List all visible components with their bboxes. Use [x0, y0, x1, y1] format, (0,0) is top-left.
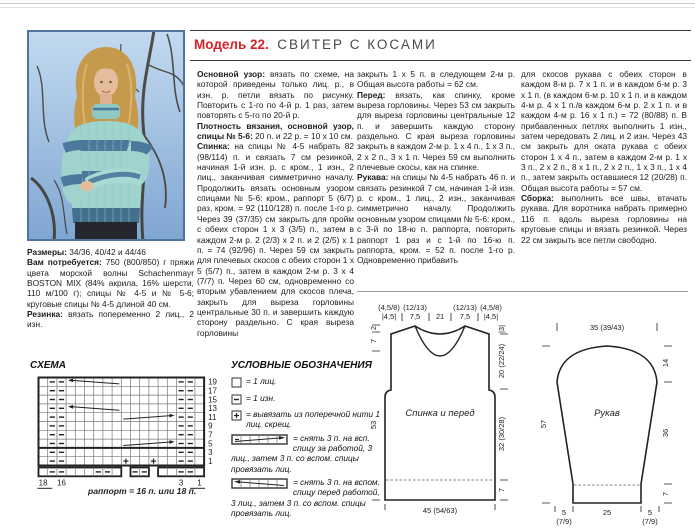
- page-edge-line-2: [0, 7, 695, 8]
- measure: |4,5|: [483, 312, 499, 321]
- legend-text: = вывязать из поперечной нити 1 лиц. скрещ.: [246, 409, 381, 430]
- model-photo: [27, 30, 185, 241]
- measure: |3|: [497, 324, 506, 334]
- diagram-sleeve: [539, 323, 672, 526]
- materials-block: [27, 247, 194, 330]
- measure: 7,5: [409, 312, 421, 321]
- para-text: 20 п. и 22 р. = 10 х 10 см.: [255, 131, 353, 142]
- measure: 20 (22/24): [497, 343, 506, 379]
- knit-stitch-icon: [231, 377, 242, 388]
- para-lead: Резинка:: [27, 309, 63, 320]
- measure: (4,5/8): [480, 303, 502, 312]
- para-text: выполнить все швы, втачать рукава. Для воротника набрать примерно 116 п. вдоль выреза горловины на круговые спицы и вязать резинкой. Через 22 см закрыть все петли свободно.: [521, 193, 687, 245]
- paragraph: [357, 172, 515, 265]
- measure: 5: [561, 508, 567, 517]
- paragraph: [27, 309, 194, 330]
- measure: 7: [497, 487, 506, 493]
- purl-stitch-icon: [231, 394, 242, 405]
- para-text: на спицы № 4-5 набрать 82 (98/114) п. и связать 7 см резинкой, начиная 1-й изн. р. с кром., 1 изн., 2 лиц., заканчивая симметрично началу. Продолжить вязать основным узором спицами № 5-6: кром., раппорт 5 (6/7) раз, кром. = 92 (110/128) п. после 1-го р. Через 39 (37/35) см закрыть для пройм с обеих сторон 1 х 3 (3/5) п., затем в каждом 2-м р. 2 (2/3) х 2 п. и 2 (2/5) х 1 п. = 74 (92/96) п. Через 59 см закрыть для плечевых скосов с обеих сторон 1 х 5 (5/7) п., затем в каждом 2-м р. 3 х 4 (7/7) п. Через 60 см, одновременно со вторым убавлением для скосов плеча, закрыть для выреза горловины центральные 30 п. и завершить каждую сторону раздельно. С края выреза горловины: [197, 141, 354, 338]
- model-number: Модель 22.: [194, 37, 269, 52]
- svg-text:7: 7: [208, 430, 213, 440]
- measure: 7: [369, 338, 378, 344]
- instructions-column-2: [357, 69, 515, 266]
- paragraph: [27, 257, 194, 309]
- measure: (7/9): [556, 517, 572, 526]
- para-text: для скосов рукава с обеих сторон в каждом 8-м р. 7 х 1 п. и в каждом 6-м р. 3 х 1 п. (в каждом 6-м р. 10 х 1 п. и в каждом 4-м р. 4 х 1 п./в каждом 6-м р. 2 х 1 п. и в каждом 4-м р. 16 х 1 п.) = 72 (80/88) п. В прибавленных петлях выполнить 1 изн., затем чередовать 2 лиц. и 2 изн. Через 43 см закрыть для оката рукава с обеих сторон 1 х 4 п., затем в каждом 2-м р. 1 х 3 п., 2 х 2 п., 8 х 1 п., 2 х 2 п., 1 х 3 п., 1 х 4 п., затем закрыть оставшиеся 12 (20/28) п. Общая высота работы = 57 см.: [521, 69, 687, 193]
- schema-caption: раппорт = 16 п. или 18 п.: [88, 486, 197, 496]
- measure: |4,5|: [381, 312, 397, 321]
- paragraph: [357, 90, 515, 173]
- legend-heading: УСЛОВНЫЕ ОБОЗНАЧЕНИЯ: [231, 360, 372, 371]
- legend-text: = 1 изн.: [246, 392, 276, 403]
- make-one-crossed-icon: [231, 410, 242, 421]
- measure: (4,5/8): [378, 303, 400, 312]
- svg-text:9: 9: [208, 421, 213, 431]
- measure: 32 (30/28): [497, 416, 506, 452]
- legend-text: = снять 3 п. на всп. спицу за работой, 3 лиц., затем 3 п. со вспом. спицы провязать лиц.: [231, 432, 373, 474]
- garment-diagrams: [345, 298, 695, 529]
- measure: 45 (54/63): [422, 506, 458, 515]
- measure: 57: [539, 419, 548, 429]
- schema-heading: СХЕМА: [30, 360, 66, 371]
- para-lead: Спинка:: [197, 141, 230, 152]
- svg-text:1: 1: [197, 478, 202, 488]
- cable-6-front-icon: [231, 478, 289, 489]
- para-text: 34/36, 40/42 и 44/46: [69, 247, 146, 257]
- body-label: Спинка и перед: [405, 408, 475, 419]
- measure: 7: [661, 491, 670, 497]
- svg-text:3: 3: [178, 478, 184, 488]
- para-lead: Сборка:: [521, 193, 554, 204]
- para-text: закрыть 1 х 5 п. в следующем 2-м р. Общая высота работы = 62 см.: [357, 69, 515, 90]
- paragraph: [197, 69, 354, 121]
- para-text: вязать по схеме, на которой приведены только лиц. р., в изн. р. петли вязать по рисунку. Повторить с 1-го по 4-й р. 1 раз, затем повторять с 5-го по 20-й р.: [197, 69, 354, 121]
- para-text: 750 (800/850) г пряжи цвета морской волны Schachenmayr BOSTON MIX (84% акрила, 16% шерсти, 110 м/100 г); спицы № 4-5 и № 5-6; круговые спицы № 4-5 длиной 40 см.: [27, 257, 194, 309]
- instructions-column-3: [521, 69, 687, 245]
- para-text: на спицы № 4-5 набрать 46 п. и связать резинкой 7 см, начиная 1-й изн. р. с кром., 1 лиц., 2 изн., заканчивая симметрично началу. Продолжить основным узором спицами № 5-6: кром., с 3-й по 18-ю п. раппорта, повторить раппорт 1 раз и с 1-й по 16-ю п. раппорта, кром. = 52 п. после 1-го р. Одновременно прибавить: [357, 172, 515, 266]
- svg-text:17: 17: [208, 386, 218, 396]
- svg-text:11: 11: [208, 412, 217, 422]
- paragraph: [357, 69, 515, 90]
- measure: 36: [661, 428, 670, 438]
- svg-text:13: 13: [208, 404, 218, 414]
- svg-text:19: 19: [208, 377, 218, 387]
- para-lead: Рукава:: [357, 172, 389, 183]
- legend-text: = 1 лиц.: [246, 376, 277, 386]
- measure: (7/9): [642, 517, 658, 526]
- cable-6-back-icon: [231, 434, 289, 445]
- measure: 5: [647, 508, 653, 517]
- paragraph: [521, 193, 687, 245]
- hand: [80, 181, 94, 191]
- paragraph: [197, 121, 354, 142]
- paragraph: [27, 247, 194, 257]
- para-text: вязать попеременно 2 лиц., 2 изн.: [27, 309, 194, 330]
- para-lead: Размеры:: [27, 247, 67, 257]
- para-lead: Перед:: [357, 89, 386, 100]
- measure: 14: [661, 358, 670, 368]
- turtleneck-collar: [92, 104, 120, 119]
- legend-text: = снять 3 п. на вспом. спицу перед работой, 3 лиц., затем 3 п. со вспом. спицы провязать лиц.: [231, 477, 380, 518]
- schema-chart-svg: [36, 375, 232, 493]
- para-text: вязать, как спинку, кроме выреза горловины. Через 53 см закрыть для выреза горловины центральные 12 п. и завершить каждую сторону раздельно. С края выреза горловины закрыть в каждом 2-м р. 1 х 4 п., 1 х 3 п., 2 х 2 п., 3 х 1 п. Через 59 см выполнить плечевые скосы, как на спинке.: [357, 89, 515, 173]
- measure: (12/13): [403, 303, 427, 312]
- para-lead: Вам потребуется:: [27, 257, 102, 268]
- paragraph: [521, 69, 687, 193]
- pants: [75, 222, 137, 241]
- measure: (12/13): [453, 303, 477, 312]
- svg-text:1: 1: [208, 456, 213, 466]
- measure: 25: [602, 508, 612, 517]
- svg-text:3: 3: [208, 448, 213, 458]
- measure: 7,5: [459, 312, 471, 321]
- sleeve-label: Рукав: [594, 408, 620, 419]
- measure: 53: [369, 420, 378, 430]
- measure: 35 (39/43): [589, 323, 625, 332]
- page-title: СВИТЕР С КОСАМИ: [277, 37, 437, 52]
- measure: 2: [369, 325, 378, 331]
- page-header: [190, 30, 691, 61]
- svg-text:18: 18: [38, 478, 48, 488]
- svg-text:5: 5: [208, 439, 213, 449]
- sleeve-outline: [557, 346, 657, 503]
- diagram-body: [369, 303, 508, 515]
- instructions-column-1: [197, 69, 354, 338]
- section-divider: [357, 291, 688, 292]
- page-edge-line: [0, 3, 695, 4]
- para-lead: Плотность вязания, основной узор, спицы № 5-6:: [197, 120, 354, 142]
- svg-text:15: 15: [208, 395, 218, 405]
- svg-text:16: 16: [57, 478, 66, 488]
- para-lead: Основной узор:: [197, 69, 266, 79]
- measure: 21: [435, 312, 445, 321]
- paragraph: [197, 141, 354, 338]
